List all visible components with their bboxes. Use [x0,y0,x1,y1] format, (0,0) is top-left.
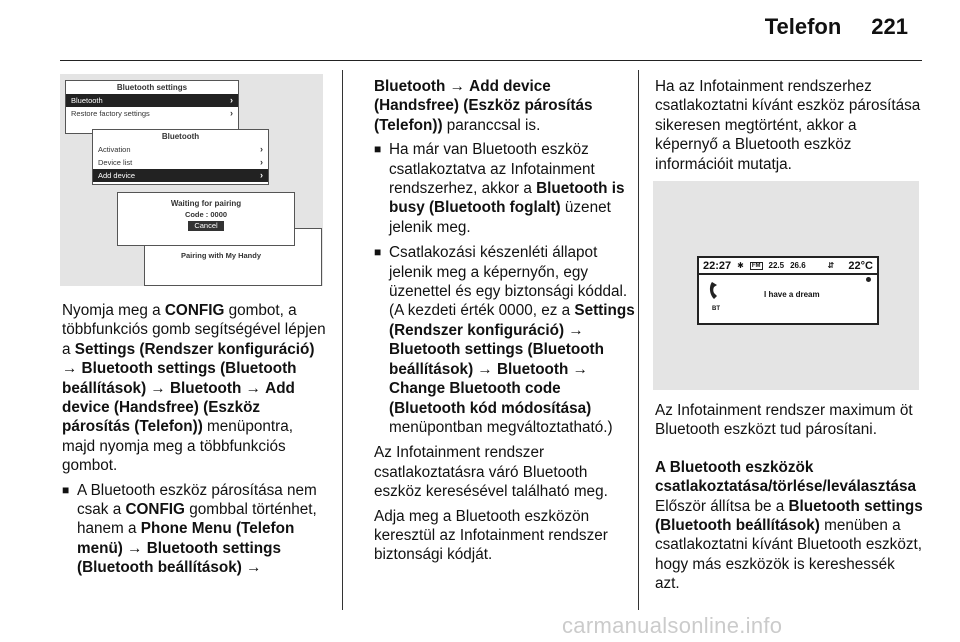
waiting-for-pairing-title: Waiting for pairing [170,199,242,208]
paragraph-search-device: Az Infotainment rendszer csatlakoztatásra váró Bluetooth eszköz keresésével található meg. [374,444,608,501]
fm-badge: FM [751,262,761,269]
clock: 22:27 [703,259,732,272]
bluetooth-menu-illustration [60,74,323,286]
bullet-square-icon: ■ [374,142,382,157]
infotainment-screen [697,256,879,325]
status-dot-icon [866,277,871,282]
paragraph-paired-success: Ha az Infotainment rendszerhez csatlakoztatni kívánt eszköz párosítása sikeresen megtörtént, akkor a képernyő a Bluetooth eszköz információit mutatja. [655,78,921,173]
cancel-button: Cancel [188,221,224,231]
bt-settings-title: Bluetooth settings [116,83,188,92]
paragraph-config-instructions: Nyomja meg a CONFIG gombot, a többfunkciós gomb segítségével lépjen a Settings (Rendszer konfiguráció) → Bluetooth settings (Bluetooth beállítások) → Bluetooth → Add device (Handsfree) (Eszköz párosítás (Telefon)) menüpontra, majd nyomja meg a többfunkciós gombot. [62,302,326,475]
pairing-code: Code : 0000 [184,210,228,219]
temperature: 22°C [848,259,873,272]
bluetooth-audio-icon: ⇵ [827,261,835,270]
bt-settings-item-bluetooth: Bluetooth › [66,94,238,107]
column-3-lower [655,401,923,599]
bullet-square-icon: ■ [374,245,382,260]
column-divider-2 [638,70,639,610]
settings-icon: ✱ [737,261,744,270]
infotainment-display-illustration [653,181,919,390]
bullet-standby-state: ■ Csatlakozási készenléti állapot jelenik meg a képernyőn, egy üzenettel és egy biztonsági kóddal. (A kezdeti érték 0000, ez a Settings (Rendszer konfiguráció) → Bluetooth settings (Bluetooth beállítások) → Bluetooth → Change Bluetooth code (Bluetooth kód módosítása) menüpontban megváltoztatható.) [374,244,635,436]
page-header [765,14,908,40]
bluetooth-item-activation: Activation › [98,144,263,154]
page-title: Telefon [764,14,842,39]
frequency-2: 26.6 [790,261,806,270]
section-heading: A Bluetooth eszközök csatlakoztatása/törlése/leválasztása [655,458,917,496]
bullet-bluetooth-busy: ■ Ha már van Bluetooth eszköz csatlakoztatva az Infotainment rendszerhez, akkor a Bluetooth is busy (Bluetooth foglalt) üzenet jelenik meg. [374,141,625,236]
bluetooth-window [92,129,269,185]
header-rule [60,60,922,61]
paragraph-continuation: Bluetooth → Add device (Handsfree) (Eszköz párosítás (Telefon)) paranccsal is. [374,78,593,134]
paragraph-enter-code: Adja meg a Bluetooth eszközön keresztül az Infotainment rendszer biztonsági kódját. [374,507,608,564]
bluetooth-item-device-list: Device list › [98,157,263,167]
page-number: 221 [871,14,908,39]
column-3 [655,77,923,179]
now-playing-message: I have a dream [764,290,820,299]
column-divider-1 [342,70,343,610]
bt-settings-window [65,80,239,134]
bt-label: BT [712,306,720,312]
bullet-square-icon: ■ [62,482,70,497]
watermark: carmanualsonline.info [562,613,783,638]
column-1 [62,301,328,584]
paragraph-first-set: Először állítsa be a Bluetooth settings (Bluetooth beállítások) menüben a csatlakoztatni kívánt Bluetooth eszközt, hogy más eszközök is kereshessék azt. [655,497,923,593]
phone-handset-icon [708,280,726,302]
bt-settings-item-restore: Restore factory settings › [71,108,233,118]
frequency-1: 22.5 [768,261,785,270]
bluetooth-item-add-device: Add device › [93,169,268,182]
paragraph-max-devices: Az Infotainment rendszer maximum öt Bluetooth eszközt tud párosítani. [655,402,913,439]
waiting-for-pairing-window [117,192,295,246]
pairing-handy-text: Pairing with My Handy [181,251,262,260]
bluetooth-window-title: Bluetooth [161,132,200,141]
status-bar [699,258,877,275]
bullet-pairing-alternative: ■ A Bluetooth eszköz párosítása nem csak a CONFIG gombbal történhet, hanem a Phone Menu (Telefon menü) → Bluetooth settings (Bluetooth beállítások) → [62,481,317,577]
column-2 [374,77,636,570]
